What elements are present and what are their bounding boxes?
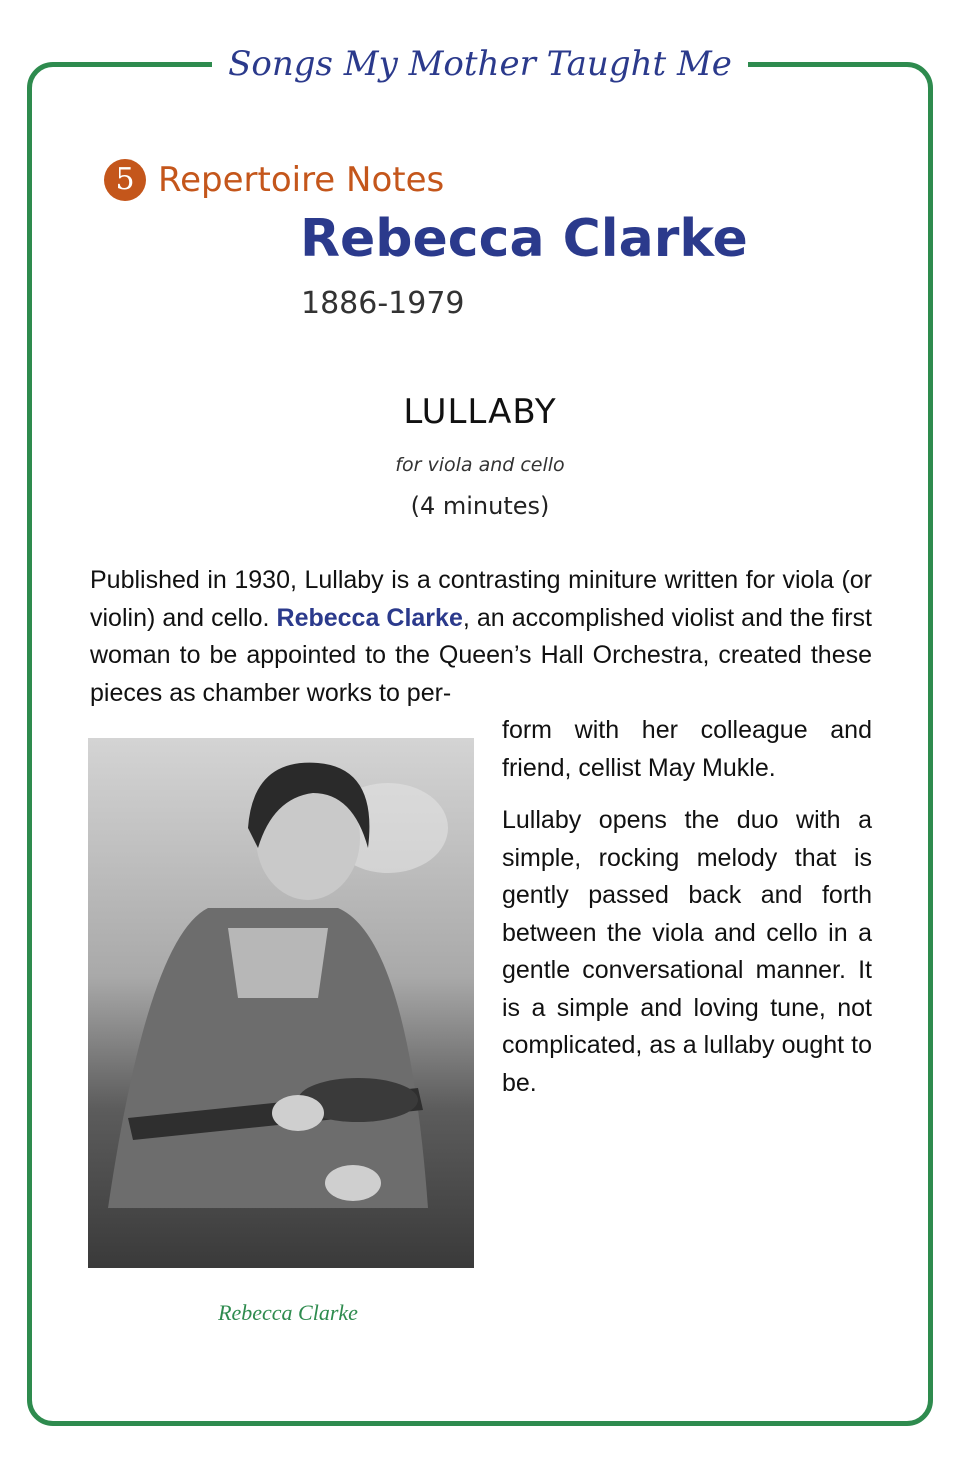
section-number-badge: 5 bbox=[104, 159, 146, 201]
composer-name: Rebecca Clarke bbox=[300, 209, 748, 269]
series-title-text: Songs My Mother Taught Me bbox=[212, 40, 748, 88]
intro-continuation: form with her colleague and friend, cellist May Mukle. bbox=[502, 716, 872, 782]
intro-text-end: , an accomplished violist and the first woman to be appointed to the Queen’s Hall Orchestra, created these pieces as chamber works to per- bbox=[90, 603, 872, 707]
section-label: Repertoire Notes bbox=[158, 160, 445, 200]
composer-dates: 1886-1979 bbox=[301, 286, 465, 321]
photo-caption: Rebecca Clarke bbox=[218, 1300, 358, 1325]
intro-paragraph bbox=[90, 562, 872, 712]
section-heading bbox=[104, 156, 444, 204]
series-title bbox=[0, 40, 960, 88]
work-title: LULLABY bbox=[403, 392, 557, 432]
work-duration: (4 minutes) bbox=[410, 492, 550, 520]
portrait-illustration bbox=[88, 738, 474, 1268]
lullaby-description: Lullaby opens the duo with a simple, rocking melody that is gently passed back and forth between the viola and cello in a gentle conversational manner. It is a simple and loving tune, not complicated, as a lullaby ought to be. bbox=[502, 806, 872, 1097]
portrait-photo bbox=[88, 738, 474, 1268]
intro-text-start: Published in 1930, Lullaby is a contrasting miniture written for viola (or violin) and cello. bbox=[90, 566, 872, 632]
work-instrumentation: for viola and cello bbox=[395, 454, 565, 476]
composer-name-highlight: Rebecca Clarke bbox=[276, 603, 463, 632]
